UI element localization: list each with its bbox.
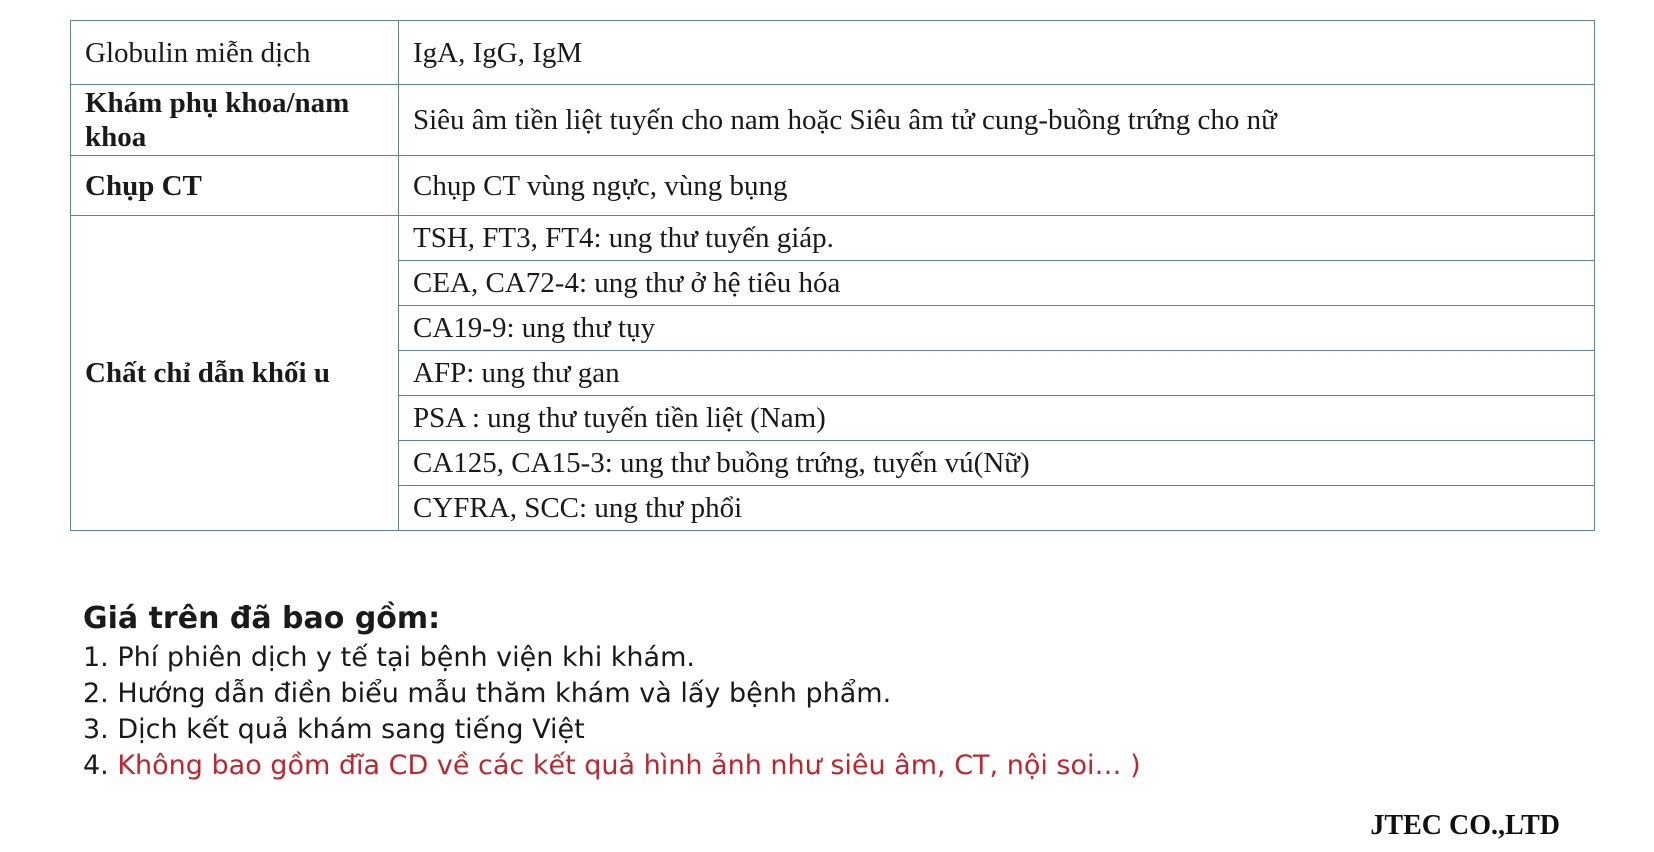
company-name: JTEC CO.,LTD [1370, 810, 1560, 841]
row-category: Globulin miễn dịch [71, 21, 399, 85]
row-value: IgA, IgG, IgM [399, 21, 1595, 85]
note-number: 4. [83, 750, 118, 781]
row-value: Chụp CT vùng ngực, vùng bụng [399, 156, 1595, 216]
table-row [71, 85, 1595, 156]
exam-table [70, 20, 1595, 531]
note-item: 2. Hướng dẫn điền biểu mẫu thăm khám và lấy bệnh phẩm. [83, 678, 892, 709]
tumor-marker-item: CYFRA, SCC: ung thư phổi [399, 486, 1595, 531]
row-value: Siêu âm tiền liệt tuyến cho nam hoặc Siêu âm tử cung-buồng trứng cho nữ [399, 85, 1595, 156]
note-item: 1. Phí phiên dịch y tế tại bệnh viện khi khám. [83, 642, 695, 673]
note-item-exclusion [83, 748, 1141, 784]
tumor-marker-item: CA19-9: ung thư tụy [399, 306, 1595, 351]
table-row [71, 216, 1595, 261]
note-item: 3. Dịch kết quả khám sang tiếng Việt [83, 714, 585, 745]
price-notes [83, 600, 1141, 784]
exclusion-text: Không bao gồm đĩa CD về các kết quả hình ảnh như siêu âm, CT, nội soi… ) [117, 750, 1141, 781]
tumor-marker-item: TSH, FT3, FT4: ung thư tuyến giáp. [399, 216, 1595, 261]
tumor-marker-category: Chất chỉ dẫn khối u [71, 216, 399, 531]
notes-heading: Giá trên đã bao gồm: [83, 601, 441, 636]
table-row [71, 156, 1595, 216]
table-row [71, 21, 1595, 85]
tumor-marker-item: CEA, CA72-4: ung thư ở hệ tiêu hóa [399, 261, 1595, 306]
row-category: Khám phụ khoa/nam khoa [71, 85, 399, 156]
tumor-marker-item: AFP: ung thư gan [399, 351, 1595, 396]
tumor-marker-item: PSA : ung thư tuyến tiền liệt (Nam) [399, 396, 1595, 441]
tumor-marker-item: CA125, CA15-3: ung thư buồng trứng, tuyến vú(Nữ) [399, 441, 1595, 486]
row-category: Chụp CT [71, 156, 399, 216]
